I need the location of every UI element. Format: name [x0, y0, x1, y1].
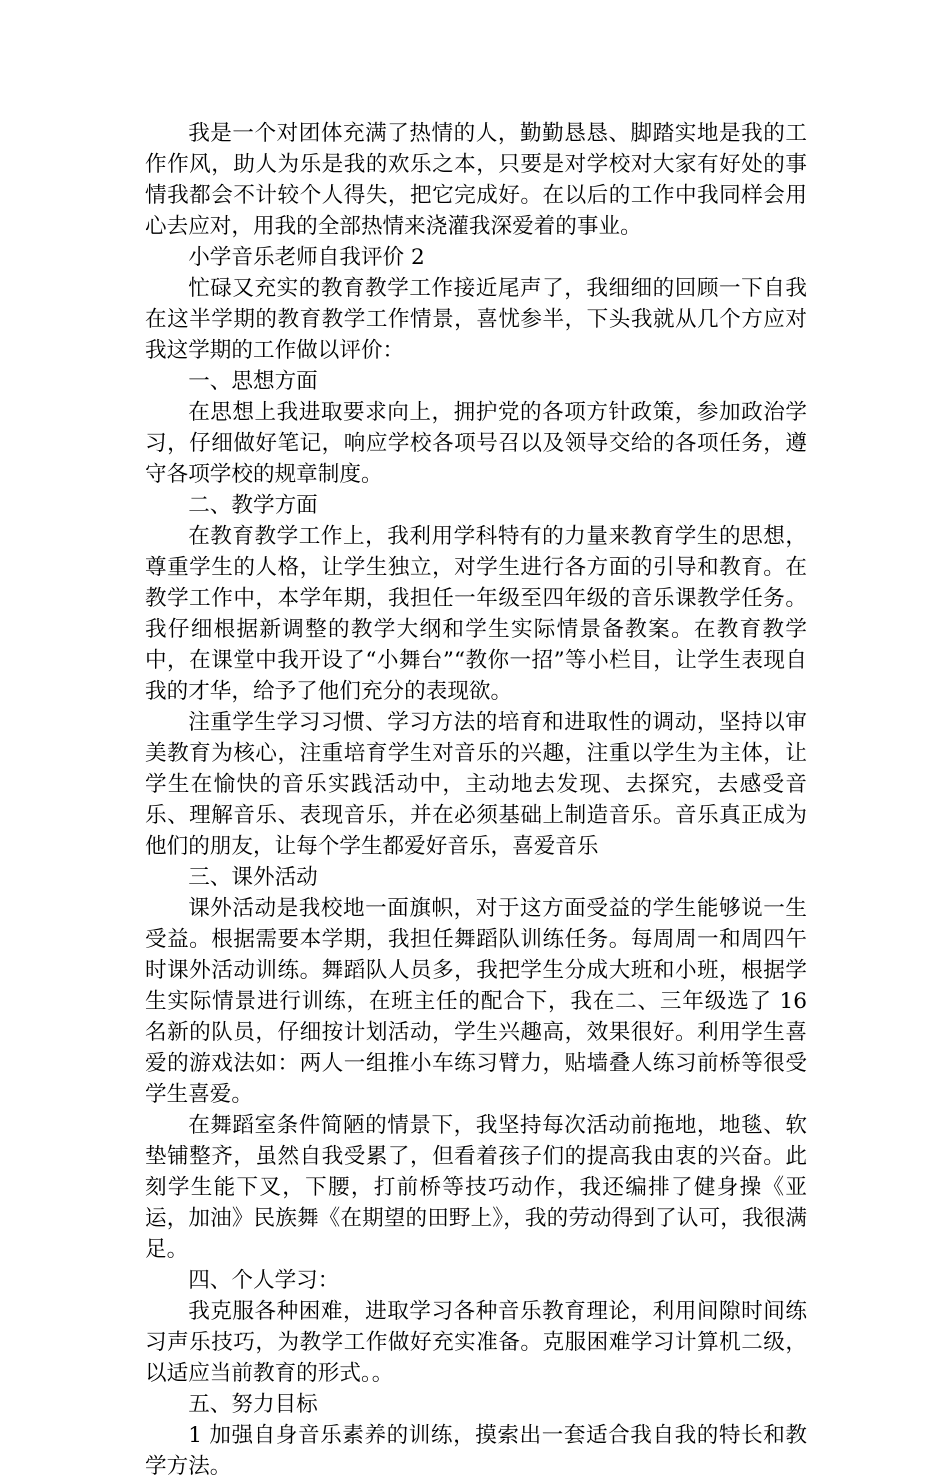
- section-heading-thought: 一、思想方面: [188, 369, 318, 394]
- paragraph-extracurricular-1: 课外活动是我校地一面旗帜，对于这方面受益的学生能够说一生受益。根据需要本学期，我担任舞蹈队训练任务。每周周一和周四午时课外活动训练。舞蹈队人员多，我把学生分成大班和小班，根据学生实际情景进行训练，在班主任的配合下，我在二、三年级选了 16 名新的队员，仔细按计划活动，学生兴趣高，效果很好。利用学生喜爱的游戏法如：两人一组推小车练习臂力，贴墙叠人练习前桥等很受学生喜爱。: [145, 896, 807, 1107]
- paragraph-teaching-1: 在教育教学工作上，我利用学科特有的力量来教育学生的思想，尊重学生的人格，让学生独立，对学生进行各方面的引导和教育。在教学工作中，本学年期，我担任一年级至四年级的音乐课教学任务。我仔细根据新调整的教学大纲和学生实际情景备教案。在教育教学中，在课堂中我开设了“小舞台”“教你一招”等小栏目，让学生表现自我的才华，给予了他们充分的表现欲。: [145, 524, 807, 704]
- document-title: 小学音乐老师自我评价 2: [188, 245, 425, 270]
- paragraph-dedication: 我是一个对团体充满了热情的人，勤勤恳恳、脚踏实地是我的工作作风，助人为乐是我的欢乐之本，只要是对学校对大家有好处的事情我都会不计较个人得失，把它完成好。在以后的工作中我同样会用心去应对，用我的全部热情来浇灌我深爱着的事业。: [145, 121, 807, 239]
- section-heading-personal-study: 四、个人学习：: [188, 1268, 340, 1293]
- section-heading-extracurricular: 三、课外活动: [188, 865, 318, 890]
- section-heading-teaching: 二、教学方面: [188, 493, 318, 518]
- paragraph-intro: 忙碌又充实的教育教学工作接近尾声了，我细细的回顾一下自我在这半学期的教育教学工作情景，喜忧参半，下头我就从几个方应对我这学期的工作做以评价：: [145, 276, 807, 363]
- paragraph-goal-1: 1 加强自身音乐素养的训练，摸索出一套适合我自我的特长和教学方法。: [145, 1423, 807, 1479]
- paragraph-personal-study: 我克服各种困难，进取学习各种音乐教育理论，利用间隙时间练习声乐技巧，为教学工作做好充实准备。克服困难学习计算机二级，以适应当前教育的形式。。: [145, 1299, 807, 1386]
- section-heading-goals: 五、努力目标: [188, 1392, 318, 1417]
- paragraph-thought: 在思想上我进取要求向上，拥护党的各项方针政策，参加政治学习，仔细做好笔记，响应学校各项号召以及领导交给的各项任务，遵守各项学校的规章制度。: [145, 400, 807, 487]
- paragraph-extracurricular-2: 在舞蹈室条件简陋的情景下，我坚持每次活动前拖地，地毯、软垫铺整齐，虽然自我受累了，但看着孩子们的提高我由衷的兴奋。此刻学生能下叉，下腰，打前桥等技巧动作，我还编排了健身操《亚运，加油》民族舞《在期望的田野上》，我的劳动得到了认可，我很满足。: [145, 1113, 807, 1262]
- document-body: [145, 118, 807, 1482]
- paragraph-teaching-2: 注重学生学习习惯、学习方法的培育和进取性的调动，坚持以审美教育为核心，注重培育学生对音乐的兴趣，注重以学生为主体，让学生在愉快的音乐实践活动中，主动地去发现、去探究，去感受音乐、理解音乐、表现音乐，并在必须基础上制造音乐。音乐真正成为他们的朋友，让每个学生都爱好音乐，喜爱音乐: [145, 710, 807, 859]
